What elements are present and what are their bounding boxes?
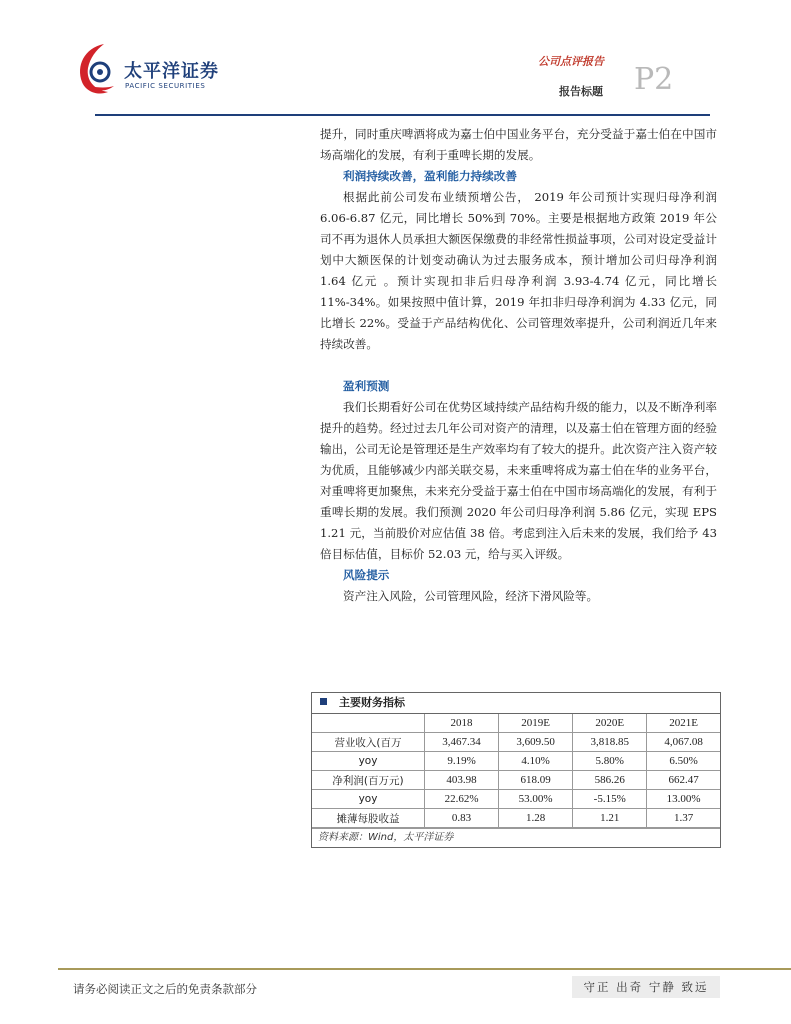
- square-bullet-icon: [320, 698, 327, 705]
- forecast-paragraph: 我们长期看好公司在优势区域持续产品结构升级的能力，以及不断净利率提升的趋势。经过过去几年公司对资产的清理，以及嘉士伯在管理方面的经验输出，公司无论是管理还是生产效率均有了较大的提升。此次资产注入资产较为优质，且能够减少内部关联交易，未来重啤将成为嘉士伯在华的业务平台，对重啤将更加聚焦，未来充分受益于嘉士伯在中国市场高端化的发展，有利于重啤长期的发展。我们预测 2020 年公司归母净利润 5.86 亿元，实现 EPS 1.21 元，当前股价对应估值 38 倍。考虑到注入后未来的发展，我们给予 43 倍目标估值，目标价 52.03 元，给与买入评级。: [320, 400, 717, 561]
- main-content: [320, 124, 717, 607]
- financial-table: [312, 714, 720, 828]
- header-divider: [95, 114, 710, 116]
- financial-table-box: [311, 692, 721, 848]
- profit-paragraph: 根据此前公司发布业绩预增公告， 2019 年公司预计实现归母净利润 6.06-6.87 亿元，同比增长 50%到 70%。主要是根据地方政策 2019 年公司不再为退休人员承担大额医保缴费的非经常性损益事项，公司对设定受益计划中大额医保的计划变动确认为过去服务成本，预计增加公司归母净利润 1.64 亿元 。预计实现扣非后归母净利润 3.93-4.74 亿元，同比增长 11%-34%。如果按照中值计算，2019 年扣非归母净利润为 4.33 亿元，同比增长 22%。受益于产品结构优化、公司管理效率提升，公司利润近几年来持续改善。: [320, 190, 717, 351]
- column-header: 2019E: [499, 714, 573, 733]
- column-header: 2020E: [573, 714, 647, 733]
- report-title: 报告标题: [559, 85, 603, 98]
- logo-text-en: PACIFIC SECURITIES: [125, 82, 206, 90]
- table-header-row: [312, 714, 720, 733]
- section-heading-forecast: 盈利预测: [343, 379, 390, 393]
- financial-table-title: 主要财务指标: [312, 693, 720, 714]
- table-row: 营业收入(百万 3,467.34 3,609.50 3,818.85 4,067.08: [312, 733, 720, 752]
- column-header: 2018: [425, 714, 499, 733]
- section-heading-risk: 风险提示: [343, 568, 390, 582]
- company-logo: [74, 40, 244, 100]
- risk-paragraph: 资产注入风险，公司管理风险，经济下滑风险等。: [343, 589, 599, 603]
- page-number: P2: [634, 62, 674, 97]
- column-header: 2021E: [647, 714, 720, 733]
- footer-motto: 守正 出奇 宁静 致远: [572, 976, 720, 998]
- footer-disclaimer: 请务必阅读正文之后的免责条款部分: [73, 982, 257, 996]
- section-heading-profit: 利润持续改善，盈利能力持续改善: [343, 169, 517, 183]
- logo-mark-icon: [74, 40, 120, 100]
- table-row: yoy 22.62% 53.00% -5.15% 13.00%: [312, 790, 720, 809]
- table-row: 摊薄每股收益 0.83 1.28 1.21 1.37: [312, 809, 720, 828]
- report-type: 公司点评报告: [538, 55, 604, 68]
- intro-paragraph: 提升，同时重庆啤酒将成为嘉士伯中国业务平台，充分受益于嘉士伯在中国市场高端化的发展，有利于重啤长期的发展。: [320, 127, 717, 162]
- footer-divider: [58, 968, 791, 970]
- table-row: 净利润(百万元) 403.98 618.09 586.26 662.47: [312, 771, 720, 790]
- logo-text-cn: 太平洋证券: [124, 61, 219, 82]
- table-source-note: 资料来源：Wind，太平洋证券: [312, 828, 720, 847]
- table-row: yoy 9.19% 4.10% 5.80% 6.50%: [312, 752, 720, 771]
